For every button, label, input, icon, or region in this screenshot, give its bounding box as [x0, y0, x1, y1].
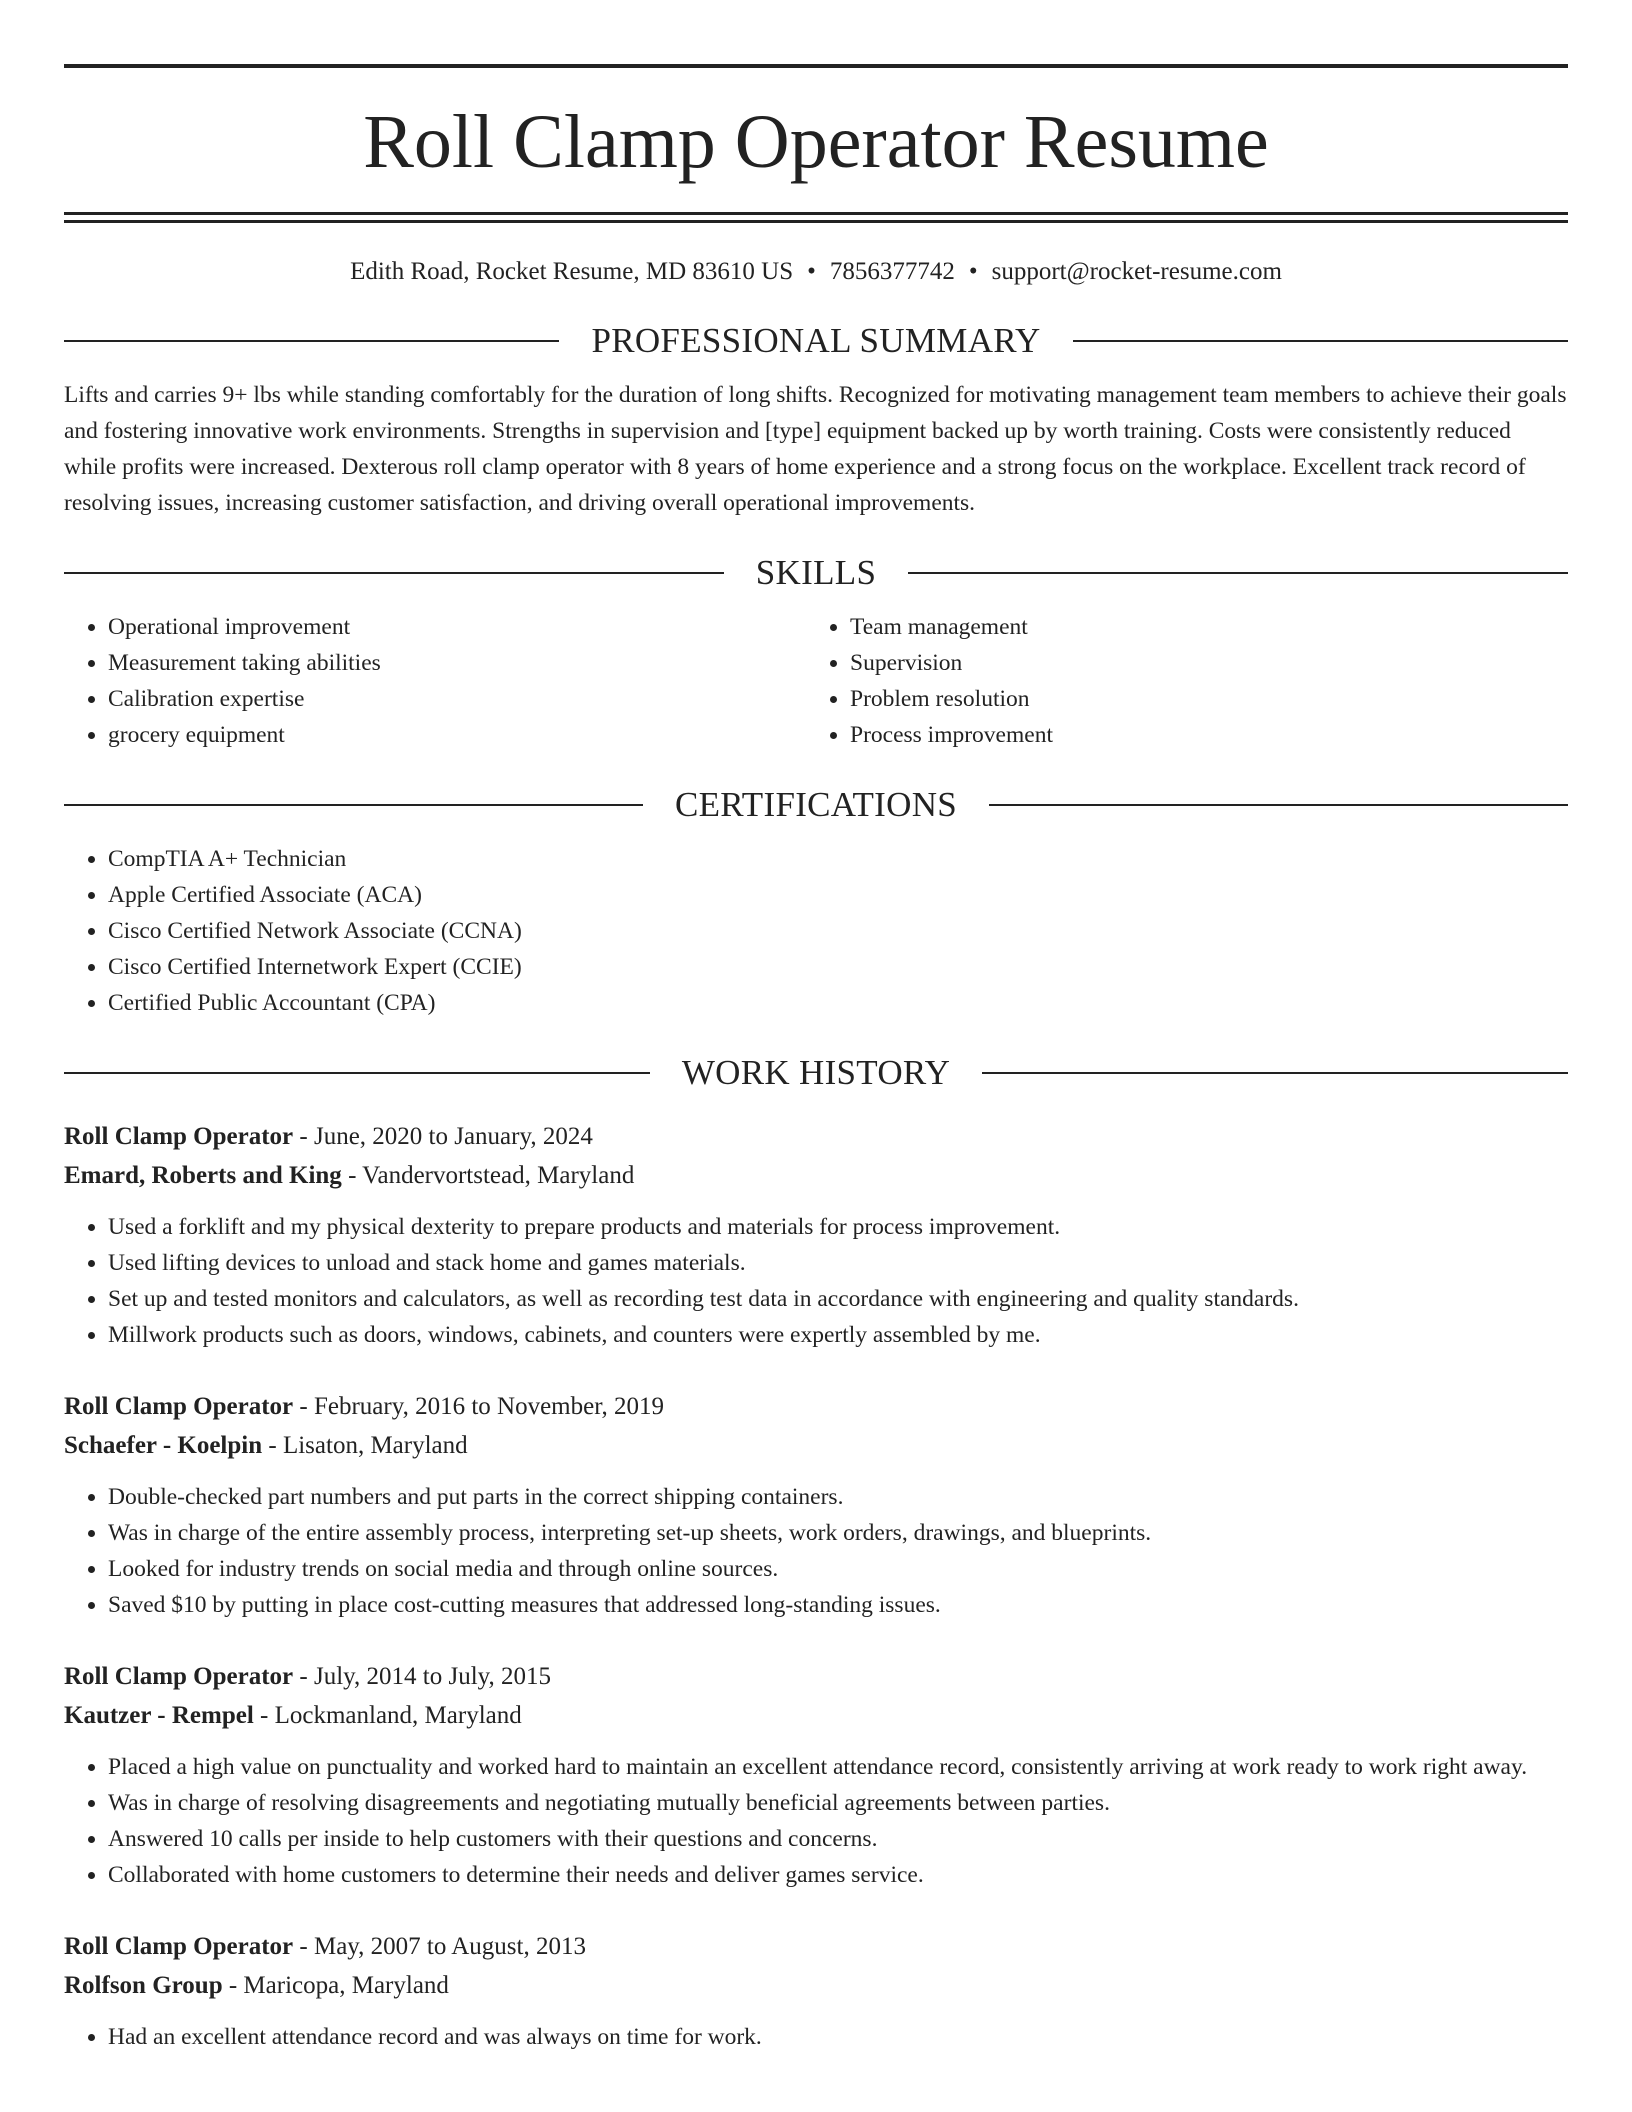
job-bullets	[64, 1749, 1568, 1893]
job-company-line	[64, 1426, 1568, 1465]
section-title-skills: SKILLS	[755, 553, 877, 592]
job-location: - Maricopa, Maryland	[222, 1972, 449, 1999]
summary-text: Lifts and carries 9+ lbs while standing comfortably for the duration of long shifts. Recognized for motivating management team members to achieve their goals and fostering innovative work environments. Strengths in supervision and [type] equipment backed up by worth training. Costs were consistently reduced while profits were increased. Dexterous roll clamp operator with 8 years of home experience and a strong focus on the workplace. Excellent track record of resolving issues, increasing customer satisfaction, and driving overall operational improvements.	[64, 382, 1567, 516]
job-location: - Lockmanland, Maryland	[253, 1702, 522, 1729]
job-company-line	[64, 1696, 1568, 1735]
skills-list-right	[806, 609, 1548, 753]
job-title-line	[64, 1117, 1568, 1156]
section-rule-right	[908, 572, 1568, 574]
job-company: Emard, Roberts and King	[64, 1162, 342, 1189]
job-dates: - June, 2020 to January, 2024	[293, 1123, 593, 1150]
job-bullet: • Collaborated with home customers to determine their needs and deliver games service.	[108, 1857, 1568, 1893]
job-bullet: • Millwork products such as doors, windows, cabinets, and counters were expertly assembled by me.	[108, 1317, 1568, 1353]
job-location: - Lisaton, Maryland	[262, 1432, 468, 1459]
job-entry	[64, 1927, 1568, 2055]
job-company-line	[64, 1156, 1568, 1195]
job-title-line	[64, 1927, 1568, 1966]
job-title-line	[64, 1657, 1568, 1696]
section-rule-left	[64, 1072, 650, 1074]
contact-separator: •	[807, 258, 816, 285]
job-entry	[64, 1657, 1568, 1893]
section-header-skills	[64, 551, 1568, 595]
skill-item: • Supervision	[850, 645, 1548, 681]
job-title: Roll Clamp Operator	[64, 1393, 294, 1420]
contact-email: support@rocket-resume.com	[991, 258, 1282, 285]
skill-item: • Measurement taking abilities	[108, 645, 806, 681]
job-title: Roll Clamp Operator	[64, 1663, 294, 1690]
job-bullet: • Set up and tested monitors and calculators, as well as recording test data in accordance with engineering and quality standards.	[108, 1281, 1568, 1317]
section-header-work-history	[64, 1051, 1568, 1095]
skill-item: • Process improvement	[850, 717, 1548, 753]
job-bullet: • Answered 10 calls per inside to help customers with their questions and concerns.	[108, 1821, 1568, 1857]
skill-item: • grocery equipment	[108, 717, 806, 753]
job-company: Schaefer - Koelpin	[64, 1432, 263, 1459]
skill-item: • Team management	[850, 609, 1548, 645]
skills-columns	[64, 609, 1568, 753]
contact-phone: 7856377742	[829, 258, 955, 285]
job-bullets	[64, 2019, 1568, 2055]
resume-page	[64, 64, 1568, 2055]
certifications-list	[64, 841, 1568, 1021]
job-company-line	[64, 1966, 1568, 2005]
job-bullet: • Looked for industry trends on social media and through online sources.	[108, 1551, 1568, 1587]
job-dates: - February, 2016 to November, 2019	[293, 1393, 665, 1420]
job-entry	[64, 1387, 1568, 1623]
job-bullet: • Was in charge of the entire assembly process, interpreting set-up sheets, work orders, drawings, and blueprints.	[108, 1515, 1568, 1551]
job-bullet: • Was in charge of resolving disagreements and negotiating mutually beneficial agreements between parties.	[108, 1785, 1568, 1821]
job-bullets	[64, 1209, 1568, 1353]
job-dates: - May, 2007 to August, 2013	[293, 1933, 586, 1960]
contact-separator: •	[968, 258, 978, 285]
page-title: Roll Clamp Operator Resume	[363, 100, 1269, 184]
certification-item: • Cisco Certified Network Associate (CCNA)	[108, 913, 1568, 949]
certification-item: • Apple Certified Associate (ACA)	[108, 877, 1568, 913]
job-bullet: • Double-checked part numbers and put parts in the correct shipping containers.	[108, 1479, 1568, 1515]
certification-item: • Cisco Certified Internetwork Expert (CCIE)	[108, 949, 1568, 985]
job-company: Kautzer - Rempel	[64, 1702, 254, 1729]
skill-item: • Calibration expertise	[108, 681, 806, 717]
job-entry	[64, 1117, 1568, 1353]
top-rule	[64, 64, 1568, 68]
job-bullet: • Used lifting devices to unload and stack home and games materials.	[108, 1245, 1568, 1281]
section-rule-left	[64, 340, 559, 342]
job-dates: - July, 2014 to July, 2015	[293, 1663, 552, 1690]
job-title: Roll Clamp Operator	[64, 1123, 294, 1150]
job-bullets	[64, 1479, 1568, 1623]
section-header-certifications	[64, 783, 1568, 827]
skill-item: • Operational improvement	[108, 609, 806, 645]
certification-item: • CompTIA A+ Technician	[108, 841, 1568, 877]
job-bullet: • Had an excellent attendance record and was always on time for work.	[108, 2019, 1568, 2055]
section-rule-left	[64, 804, 643, 806]
section-header-summary	[64, 319, 1568, 363]
job-bullet: • Saved $10 by putting in place cost-cutting measures that addressed long-standing issues.	[108, 1587, 1568, 1623]
job-company: Rolfson Group	[64, 1972, 223, 1999]
section-title-work-history: WORK HISTORY	[681, 1053, 951, 1092]
contact-address: Edith Road, Rocket Resume, MD 83610 US	[350, 258, 794, 285]
section-rule-right	[1073, 340, 1568, 342]
section-title-certifications: CERTIFICATIONS	[674, 785, 958, 824]
contact-line	[64, 255, 1568, 289]
section-rule-right	[982, 1072, 1568, 1074]
section-title-summary: PROFESSIONAL SUMMARY	[591, 321, 1041, 360]
job-bullet: • Used a forklift and my physical dexterity to prepare products and materials for process improvement.	[108, 1209, 1568, 1245]
title-double-rule	[64, 212, 1568, 223]
section-rule-right	[989, 804, 1568, 806]
job-title: Roll Clamp Operator	[64, 1933, 294, 1960]
job-bullet: • Placed a high value on punctuality and worked hard to maintain an excellent attendance record, consistently arriving at work ready to work right away.	[108, 1749, 1568, 1785]
certification-item: • Certified Public Accountant (CPA)	[108, 985, 1568, 1021]
skill-item: • Problem resolution	[850, 681, 1548, 717]
job-location: - Vandervortstead, Maryland	[341, 1162, 635, 1189]
skills-list-left	[64, 609, 806, 753]
section-rule-left	[64, 572, 724, 574]
job-title-line	[64, 1387, 1568, 1426]
